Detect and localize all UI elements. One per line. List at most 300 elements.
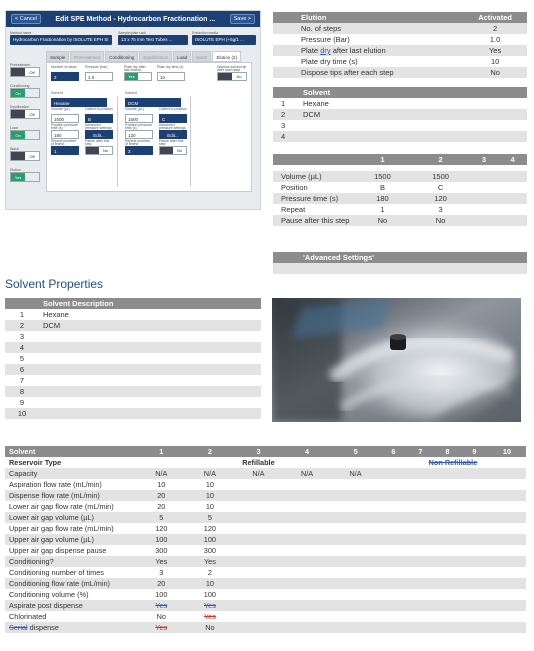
solvent-number: 10 (17, 409, 27, 418)
reservoir-cell (283, 556, 332, 567)
reservoir-cell: 100 (155, 535, 168, 544)
toggle-elution[interactable]: Elution Yes (10, 168, 42, 182)
solvent-property-row (5, 408, 261, 419)
reservoir-cell: 3 (159, 568, 164, 577)
reservoir-cell (380, 578, 407, 589)
reservoir-cell (380, 567, 407, 578)
reservoir-cell (331, 622, 380, 633)
reservoir-cell (407, 578, 434, 589)
solvent-number: 1 (19, 310, 25, 319)
reservoir-cell: No (205, 623, 215, 632)
reservoir-label: Lower air gap volume (µL) (9, 513, 94, 522)
tab-conditioning[interactable]: Conditioning (105, 51, 138, 62)
reservoir-cell (234, 578, 283, 589)
reservoir-cell (407, 523, 434, 534)
reservoir-row (5, 556, 526, 567)
reservoir-cell (380, 622, 407, 633)
reservoir-cell: Yes (203, 557, 216, 566)
reservoir-cell (407, 501, 434, 512)
reservoir-cell (380, 523, 407, 534)
solvent-property-row (5, 320, 261, 331)
reservoir-cell (407, 567, 434, 578)
repeat-field[interactable]: Repeat (number of times) 1 (51, 140, 79, 155)
reservoir-cell (380, 479, 407, 490)
reservoir-cell (461, 600, 488, 611)
solvent-description (39, 375, 261, 386)
reservoir-cell (461, 512, 488, 523)
reservoir-row (5, 600, 526, 611)
reservoir-cell (461, 622, 488, 633)
toggle-load[interactable]: Load On (10, 126, 42, 140)
reservoir-cell: 10 (205, 502, 214, 511)
reservoir-cell: N/A (349, 469, 362, 478)
solvent-number: 3 (281, 121, 286, 130)
toggle-pretreatment[interactable]: Pretreatment Off (10, 63, 42, 77)
reservoir-cell (283, 545, 332, 556)
solvent-number: 2 (19, 321, 25, 330)
reservoir-cell: 10 (205, 491, 214, 500)
elution-row (273, 23, 527, 34)
elution-panel (46, 62, 252, 192)
elution-row (273, 45, 527, 56)
sequence-row: Volume (µL) 1500 1500 (273, 171, 527, 182)
reservoir-row (5, 468, 526, 479)
reservoir-cell (234, 479, 283, 490)
reservoir-label: Conditioning number of times (9, 568, 104, 577)
reservoir-cell (488, 490, 526, 501)
pause-field[interactable]: Pause after this step No (85, 140, 113, 155)
reservoir-cell (331, 589, 380, 600)
solvent-number: 7 (19, 376, 25, 385)
solvent-description (39, 397, 261, 408)
column-divider (190, 96, 191, 186)
reservoir-cell (407, 468, 434, 479)
reservoir-cell (380, 589, 407, 600)
reservoir-cell: 100 (203, 590, 216, 599)
sequence-row: Pause after this step No No (273, 215, 527, 226)
reservoir-label: Aspiration flow rate (mL/min) (9, 480, 102, 489)
reservoir-cell (407, 534, 434, 545)
reservoir-cell (434, 600, 461, 611)
reservoir-cell (461, 523, 488, 534)
reservoir-cell (461, 490, 488, 501)
reservoir-cell (434, 578, 461, 589)
reservoir-cell (234, 567, 283, 578)
app-screenshot (5, 10, 261, 210)
reservoir-cell (234, 611, 283, 622)
reservoir-cell (488, 622, 526, 633)
reservoir-label: Chlorinated (9, 612, 47, 621)
reservoir-cell (488, 468, 526, 479)
elution-value: No (490, 68, 500, 77)
reservoir-cell (407, 611, 434, 622)
reservoir-column: 5 (353, 447, 358, 456)
elution-value: 10 (490, 57, 500, 66)
reservoir-cell: 2 (207, 568, 212, 577)
reservoir-cell: 100 (203, 535, 216, 544)
volume-field[interactable]: Volume (µL) 1500 (51, 108, 79, 123)
solvent-description (39, 331, 261, 342)
tab-equilibration[interactable]: Equilibration (139, 51, 172, 62)
adv-field[interactable]: Advanced pressure settings Edit... (85, 123, 112, 138)
reservoir-cell (331, 600, 380, 611)
reservoir-cell: N/A (155, 469, 168, 478)
reservoir-cell (434, 556, 461, 567)
reservoir-cell (234, 556, 283, 567)
reservoir-cell: 5 (207, 513, 212, 522)
reservoir-column: 4 (305, 447, 310, 456)
reservoir-cell (331, 501, 380, 512)
reservoir-cell: No (156, 612, 166, 621)
reservoir-cell: Yes (203, 601, 216, 610)
reservoir-label: Conditioning? (9, 557, 54, 566)
solvent-name: DCM (303, 110, 321, 119)
reservoir-cell (331, 556, 380, 567)
app-title: Edit SPE Method - Hydrocarbon Fractionation ... (55, 15, 216, 23)
advanced-settings-header: 'Advanced Settings' (303, 253, 375, 262)
reservoir-cell (380, 600, 407, 611)
reservoir-cell (380, 512, 407, 523)
reservoir-cell (283, 512, 332, 523)
reservoir-cell (407, 545, 434, 556)
reservoir-cell (461, 567, 488, 578)
reservoir-cell (234, 512, 283, 523)
sample-rack-select[interactable]: Sample/plate rack 13 x 75 mm Test Tubes ... (118, 31, 188, 45)
reservoir-column: 8 (445, 447, 450, 456)
reservoir-cell: N/A (300, 469, 314, 478)
reservoir-cell (234, 501, 283, 512)
reservoir-cell (461, 534, 488, 545)
solvent-properties-table (5, 298, 261, 419)
reservoir-cell (234, 589, 283, 600)
column-divider (117, 96, 118, 186)
reservoir-cell (234, 523, 283, 534)
reservoir-cell (488, 611, 526, 622)
method-header-row (10, 31, 258, 53)
reservoir-cell (407, 589, 434, 600)
reservoir-row (5, 501, 526, 512)
ptime-field[interactable]: Position pressure time (s) 180 (51, 123, 79, 138)
reservoir-cell (434, 512, 461, 523)
reservoir-cell (283, 534, 332, 545)
reservoir-cell (380, 534, 407, 545)
reservoir-column: 7 (418, 447, 423, 456)
plate-dry-time-input[interactable]: Plate dry time (s) 10 (157, 65, 184, 80)
solvent-description: Hexane (43, 310, 69, 319)
steps-select[interactable]: Number of steps 2 (51, 66, 79, 81)
reservoir-cell (380, 611, 407, 622)
solvent-description (39, 364, 261, 375)
reservoir-cell (434, 468, 461, 479)
tab-elution-2-[interactable]: Elution (2) (212, 51, 241, 62)
reservoir-cell: 5 (159, 513, 164, 522)
reservoir-type-label: Reservoir Type (9, 458, 62, 467)
solvent-number: 2 (281, 110, 286, 119)
reservoir-cell (434, 611, 461, 622)
reservoir-label: Serial dispense (9, 623, 59, 632)
sequence-header (273, 154, 527, 165)
reservoir-cell (407, 600, 434, 611)
repeat-field[interactable]: Repeat (number of times) 3 (125, 140, 153, 155)
reservoir-cell (434, 534, 461, 545)
activated-header: Activated (478, 13, 512, 22)
sequence-row: Pressure time (s) 180 120 (273, 193, 527, 204)
reservoir-cell (488, 534, 526, 545)
solvent-property-row (5, 364, 261, 375)
toggle-wash[interactable]: Wash Off (10, 147, 42, 161)
reservoir-cell (488, 589, 526, 600)
sequence-row: Position B C (273, 182, 527, 193)
solvent-field[interactable]: Solvent DCM (125, 92, 181, 107)
reservoir-column: 6 (391, 447, 396, 456)
reservoir-column: Solvent (9, 447, 36, 456)
reservoir-cell: 120 (155, 524, 168, 533)
reservoir-cell (488, 479, 526, 490)
reservoir-cell (331, 578, 380, 589)
reservoir-cell (434, 622, 461, 633)
reservoir-cell (283, 567, 332, 578)
reservoir-cell: N/A (203, 469, 216, 478)
reservoir-cell (461, 589, 488, 600)
reservoir-cell (380, 468, 407, 479)
reservoir-cell (331, 534, 380, 545)
solvent-name: Hexane (303, 99, 329, 108)
reservoir-label: Capacity (9, 469, 38, 478)
reservoir-label: Dispense flow rate (mL/min) (9, 491, 100, 500)
reservoir-cell (434, 479, 461, 490)
reservoir-column: 2 (207, 447, 212, 456)
reservoir-column: 3 (256, 447, 261, 456)
reservoir-label: Upper air gap flow rate (mL/min) (9, 524, 114, 533)
plate-dry-toggle[interactable]: Plate dry after last elution Yes (124, 66, 152, 81)
reservoir-cell (283, 490, 332, 501)
sequence-row: Repeat 1 3 (273, 204, 527, 215)
reservoir-cell (407, 556, 434, 567)
reservoir-cell: 10 (157, 480, 166, 489)
reservoir-cell: N/A (252, 469, 265, 478)
reservoir-cell (488, 556, 526, 567)
solvent-number: 8 (19, 387, 25, 396)
app-title-bar (6, 11, 260, 27)
reservoir-cell (380, 556, 407, 567)
tab-load[interactable]: Load (173, 51, 191, 62)
solvent-table (273, 87, 527, 142)
reservoir-cell (331, 512, 380, 523)
save-button[interactable]: Save > (230, 14, 255, 24)
reservoir-cell (283, 622, 332, 633)
solvent-number: 3 (19, 332, 25, 341)
pause-field[interactable]: Pause after this step No (159, 140, 187, 155)
reservoir-label: Conditioning volume (%) (9, 590, 89, 599)
solvent-property-row (5, 342, 261, 353)
solvent-number: 4 (19, 343, 25, 352)
cancel-button[interactable]: < Cancel (11, 14, 41, 24)
reservoir-row (5, 567, 526, 578)
reservoir-cell (407, 490, 434, 501)
refillable-label: Refillable (242, 458, 275, 467)
reservoir-cell (434, 589, 461, 600)
reservoir-row (5, 589, 526, 600)
reservoir-cell: 100 (155, 590, 168, 599)
reservoir-label: Conditioning flow rate (mL/min) (9, 579, 110, 588)
position-field[interactable]: Collect to position C (159, 107, 187, 122)
column-select[interactable]: Extraction media ISOLUTE EPH (+5g/1 ... (192, 31, 256, 45)
sequence-column (273, 154, 353, 165)
non-refillable-label: Non Refillable (428, 458, 478, 467)
solvent-number: 1 (281, 99, 286, 108)
solvent-description (39, 386, 261, 397)
reservoir-cell: 20 (157, 579, 166, 588)
solvent-property-row (5, 397, 261, 408)
volume-field[interactable]: Volume (µL) 1500 (125, 108, 153, 123)
reservoir-cell: 10 (205, 480, 214, 489)
elution-label: Pressure (Bar) (301, 35, 350, 44)
solvent-property-row (5, 375, 261, 386)
solvent-row (273, 98, 527, 109)
reservoir-cell (488, 545, 526, 556)
solvent-row (273, 120, 527, 131)
sequence-column: 3 (481, 155, 487, 164)
pressure-input[interactable]: Pressure (bar) 1.0 (85, 66, 113, 81)
reservoir-cell (434, 545, 461, 556)
reservoir-column: 1 (159, 447, 164, 456)
reservoir-cell (407, 512, 434, 523)
elution-row (273, 56, 527, 67)
dispose-tips-toggle[interactable]: Dispose solvent tip after each step No (217, 65, 247, 79)
reservoir-cell: 10 (205, 579, 214, 588)
reservoir-cell: 300 (203, 546, 216, 555)
reservoir-cell: Yes (155, 601, 168, 610)
solvent-name (299, 120, 527, 131)
reservoir-row (5, 490, 526, 501)
solvent-description (39, 342, 261, 353)
reservoir-cell (283, 578, 332, 589)
reservoir-cell (461, 578, 488, 589)
reservoir-cell (488, 523, 526, 534)
elution-row (273, 67, 527, 78)
reservoir-cell (488, 512, 526, 523)
reservoir-cell: 300 (155, 546, 168, 555)
solvent-property-row (5, 353, 261, 364)
sequence-column: 1 (380, 155, 385, 164)
reservoir-cell (434, 523, 461, 534)
reservoir-row (5, 622, 526, 633)
reservoir-cell (283, 611, 332, 622)
tab-sample[interactable]: Sample (46, 51, 69, 62)
reservoir-cell (234, 490, 283, 501)
reservoir-cell: 20 (157, 491, 166, 500)
reservoir-cell: Yes (155, 623, 168, 632)
reservoir-column: 10 (502, 447, 512, 456)
adv-field[interactable]: Advanced pressure settings Edit... (159, 123, 186, 138)
reservoir-label: Upper air gap dispense pause (9, 546, 107, 555)
reservoir-row (5, 611, 526, 622)
reservoir-cell: Yes (203, 612, 216, 621)
solvent-property-row (5, 331, 261, 342)
solvent-number: 6 (19, 365, 25, 374)
reservoir-label: Lower air gap flow rate (mL/min) (9, 502, 114, 511)
reservoir-row (5, 523, 526, 534)
solvent-header: Solvent (303, 88, 331, 97)
reservoir-cell (234, 545, 283, 556)
reservoir-cell (380, 501, 407, 512)
solvent-number: 5 (19, 354, 25, 363)
toggle-conditioning[interactable]: Conditioning On (10, 84, 42, 98)
reservoir-cell (461, 468, 488, 479)
sequence-column: 4 (510, 155, 515, 164)
reservoir-cell (331, 479, 380, 490)
reservoir-label: Upper air gap volume (µL) (9, 535, 94, 544)
reservoir-cell (461, 556, 488, 567)
reservoir-cell (331, 490, 380, 501)
section-title: Solvent Properties (5, 277, 104, 291)
reservoir-cell (234, 622, 283, 633)
reservoir-cell (331, 523, 380, 534)
reservoir-row (5, 578, 526, 589)
solvent-name (299, 131, 527, 142)
reservoir-cell (331, 611, 380, 622)
solvent-field[interactable]: Solvent Hexane (51, 92, 107, 107)
elution-label: Plate dry time (s) (301, 57, 358, 66)
reservoir-label: Aspirate post dispense (9, 601, 83, 610)
position-field[interactable]: Collect to position B (85, 107, 113, 122)
reservoir-cell (283, 523, 332, 534)
step-tabs (46, 51, 242, 62)
instrument-photo (272, 298, 521, 422)
elution-label: Dispose tips after each step (301, 68, 394, 77)
reservoir-cell (488, 501, 526, 512)
reservoir-column: 9 (472, 447, 477, 456)
solvent-property-row (5, 309, 261, 320)
ptime-field[interactable]: Position pressure time (s) 120 (125, 123, 153, 138)
advanced-settings-row (273, 263, 527, 274)
elution-value: 2 (493, 24, 498, 33)
reservoir-table (5, 446, 526, 633)
solvent-number: 9 (19, 398, 25, 407)
elution-value: Yes (488, 46, 502, 55)
reservoir-cell: 20 (157, 502, 166, 511)
solvent-description-header: Solvent Description (43, 299, 114, 308)
reservoir-cell (434, 490, 461, 501)
reservoir-cell (461, 545, 488, 556)
elution-label: No. of steps (301, 24, 342, 33)
solvent-description (39, 408, 261, 419)
reservoir-cell (407, 622, 434, 633)
tab-pretreatment[interactable]: Pretreatment (70, 51, 104, 62)
reservoir-row (5, 512, 526, 523)
reservoir-cell (461, 479, 488, 490)
reservoir-cell (434, 501, 461, 512)
elution-label: Plate dry after last elution (301, 46, 386, 55)
toggle-equilibration[interactable]: Equilibration Off (10, 105, 42, 119)
solvent-property-row (5, 386, 261, 397)
reservoir-cell (461, 611, 488, 622)
reservoir-cell (434, 567, 461, 578)
solvent-number: 4 (281, 132, 286, 141)
solvent-row (273, 131, 527, 142)
reservoir-cell (488, 567, 526, 578)
reservoir-cell (283, 589, 332, 600)
elution-sequence-table (273, 154, 527, 226)
reservoir-cell (488, 600, 526, 611)
tab-wash[interactable]: Wash (192, 51, 211, 62)
reservoir-cell (461, 501, 488, 512)
reservoir-cell (234, 534, 283, 545)
method-name-field[interactable]: Method name Hydrocarbon Fractionation by ISOLUTE EPH SI (10, 31, 112, 45)
reservoir-cell (283, 501, 332, 512)
solvent-description (39, 353, 261, 364)
elution-table (273, 12, 527, 78)
